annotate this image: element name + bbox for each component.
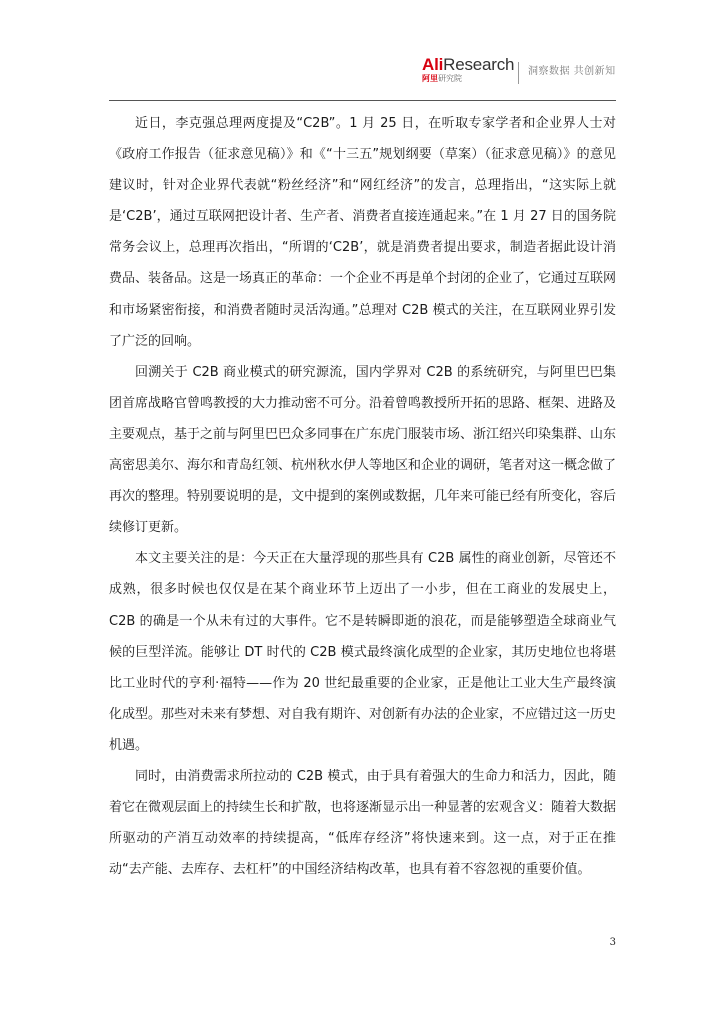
paragraph-1: 近日，李克强总理两度提及“C2B”。1 月 25 日，在听取专家学者和企业界人士对《政府工作报告（征求意见稿）》和《“十三五”规划纲要（草案）（征求意见稿）》的意见建议时，针对企业界代表就“粉丝经济”和“网红经济”的发言，总理指出，“这实际上就是‘C2B’，通过互联网把设计者、生产者、消费者直接连通起来。”在 1 月 27 日的国务院常务会议上，总理再次指出，“所谓的‘C2B’，就是消费者提出要求，制造者据此设计消费品、装备品。这是一场真正的革命：一个企业不再是单个封闭的企业了，它通过互联网和市场紧密衔接，和消费者随时灵活沟通。”总理对 C2B 模式的关注，在互联网业界引发了广泛的回响。	[109, 116, 617, 349]
header-rule	[109, 100, 616, 101]
logo-subtitle	[422, 74, 462, 83]
paragraph-3: 本文主要关注的是：今天正在大量浮现的那些具有 C2B 属性的商业创新，尽管还不成熟，很多时候也仅仅是在某个商业环节上迈出了一小步，但在工商业的发展史上，C2B 的确是一个从未有过的大事件。它不是转瞬即逝的浪花，而是能够塑造全球商业气候的巨型洋流。能够让 DT 时代的 C2B 模式最终演化成型的企业家，其历史地位也将堪比工业时代的亨利·福特——作为 20 世纪最重要的企业家，正是他让工业大生产最终演化成型。那些对未来有梦想、对自我有期许、对创新有办法的企业家，不应错过这一历史机遇。	[109, 551, 617, 753]
logo-sub-grey: 研究院	[438, 74, 462, 83]
paragraph-2: 回溯关于 C2B 商业模式的研究源流，国内学界对 C2B 的系统研究，与阿里巴巴集团首席战略官曾鸣教授的大力推动密不可分。沿着曾鸣教授所开拓的思路、框架、进路及主要观点，基于之前与阿里巴巴众多同事在广东虎门服装市场、浙江绍兴印染集群、山东高密思美尔、海尔和青岛红领、杭州秋水伊人等地区和企业的调研，笔者对这一概念做了再次的整理。特别要说明的是，文中提到的案例或数据，几年来可能已经有所变化，容后续修订更新。	[109, 364, 617, 536]
aliresearch-logo	[422, 55, 515, 84]
page-number: 3	[609, 937, 616, 948]
page-header	[0, 0, 724, 100]
logo-research-text: Research	[443, 55, 515, 74]
logo-wordmark	[422, 56, 514, 73]
header-slogan: 洞察数据 共创新知	[528, 66, 616, 77]
paragraph-4: 同时，由消费需求所拉动的 C2B 模式，由于具有着强大的生命力和活力，因此，随着它在微观层面上的持续生长和扩散，也将逐渐显示出一种显著的宏观含义：随着大数据所驱动的产消互动效率的持续提高，“低库存经济”将快速来到。这一点，对于正在推动“去产能、去库存、去杠杆”的中国经济结构改革，也具有着不容忽视的重要价值。	[109, 768, 617, 878]
document-body	[109, 108, 616, 885]
logo-sub-red: 阿里	[422, 74, 438, 83]
header-divider	[518, 62, 519, 84]
logo-ali-text: Ali	[422, 55, 444, 74]
